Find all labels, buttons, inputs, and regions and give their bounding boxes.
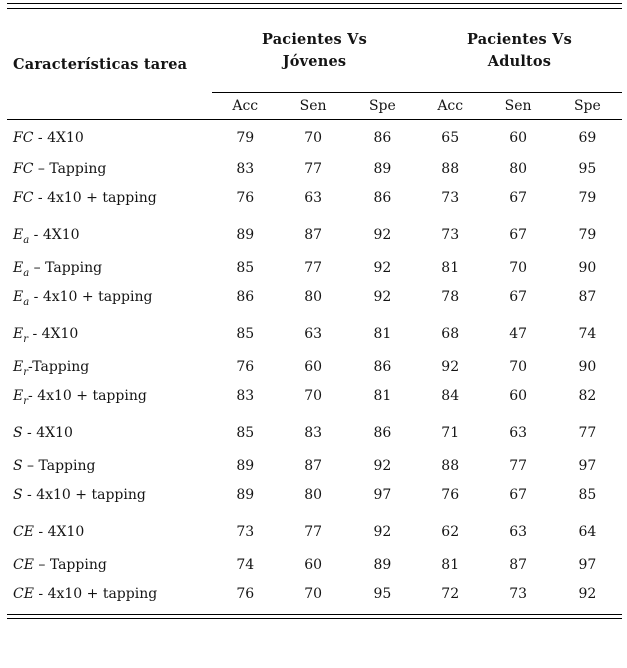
- value-cell: 87: [304, 458, 323, 474]
- value-cell: 92: [578, 585, 597, 602]
- group-header-row: [7, 9, 622, 93]
- value-cell: 97: [578, 557, 597, 573]
- task-label: - 4x10 + tapping: [28, 388, 147, 404]
- value-cell: 67: [509, 190, 528, 206]
- task-label: - 4x10 + tapping: [33, 190, 157, 206]
- value-cell: 70: [509, 260, 528, 276]
- value-cell: 85: [236, 425, 255, 441]
- value-cell: 90: [578, 359, 597, 375]
- value-cell: 77: [304, 260, 323, 276]
- task-label: - 4X10: [28, 326, 79, 342]
- value-cell: 81: [373, 326, 392, 342]
- value-cell: 86: [236, 289, 255, 305]
- value-cell: 69: [578, 129, 597, 146]
- value-cell: 89: [236, 487, 255, 503]
- task-label: - 4x10 + tapping: [22, 487, 146, 503]
- value-cell: 77: [509, 458, 528, 474]
- value-cell: 86: [373, 425, 392, 441]
- value-cell: 70: [304, 585, 323, 602]
- value-cell: 79: [578, 190, 597, 206]
- value-cell: 70: [304, 129, 323, 146]
- feature-symbol: E: [13, 260, 24, 276]
- task-label: – Tapping: [29, 260, 103, 276]
- value-cell: 86: [373, 129, 392, 146]
- value-cell: 60: [509, 388, 528, 404]
- task-label: -Tapping: [28, 359, 90, 375]
- group-header-jovenes-line2: Jóvenes: [282, 52, 347, 70]
- value-cell: 97: [373, 487, 392, 503]
- value-cell: 67: [509, 289, 528, 305]
- value-cell: 83: [304, 425, 323, 441]
- value-cell: 73: [509, 585, 528, 602]
- value-cell: 81: [373, 388, 392, 404]
- value-cell: 92: [373, 458, 392, 474]
- results-table-container: [7, 3, 622, 619]
- feature-symbol: FC: [13, 161, 34, 177]
- value-cell: 62: [441, 524, 460, 540]
- value-cell: 92: [373, 260, 392, 276]
- value-cell: 83: [236, 388, 255, 404]
- row-label: [7, 120, 212, 153]
- column-header-acc: Acc: [417, 93, 483, 120]
- value-cell: 92: [373, 289, 392, 305]
- row-label: [7, 384, 212, 417]
- feature-symbol: CE: [13, 557, 34, 573]
- table-body: [7, 120, 622, 615]
- value-cell: 85: [236, 260, 255, 276]
- table-row: [7, 351, 622, 384]
- row-label: [7, 549, 212, 582]
- feature-symbol: E: [13, 359, 24, 375]
- table-row: [7, 450, 622, 483]
- feature-subscript: r: [23, 333, 29, 345]
- value-cell: 73: [236, 524, 255, 540]
- value-cell: 60: [304, 557, 323, 573]
- value-cell: 76: [441, 487, 460, 503]
- column-header-sen: Sen: [483, 93, 552, 120]
- value-cell: 95: [373, 585, 392, 602]
- value-cell: 80: [304, 289, 323, 305]
- value-cell: 72: [441, 585, 460, 602]
- row-label: [7, 582, 212, 615]
- feature-symbol: E: [13, 326, 24, 342]
- feature-symbol: FC: [13, 190, 34, 206]
- row-label: [7, 417, 212, 450]
- value-cell: 81: [441, 260, 460, 276]
- row-label: [7, 186, 212, 219]
- value-cell: 97: [578, 458, 597, 474]
- table-row: [7, 153, 622, 186]
- value-cell: 76: [236, 190, 255, 206]
- row-label: [7, 516, 212, 549]
- feature-symbol: FC: [13, 129, 34, 146]
- row-label: [7, 318, 212, 351]
- feature-symbol: S: [13, 425, 23, 441]
- value-cell: 70: [509, 359, 528, 375]
- value-cell: 78: [441, 289, 460, 305]
- feature-symbol: CE: [13, 524, 34, 540]
- table-row: [7, 120, 622, 153]
- feature-symbol: E: [13, 388, 24, 404]
- table-row: [7, 186, 622, 219]
- table-row: [7, 219, 622, 252]
- value-cell: 67: [509, 487, 528, 503]
- value-cell: 79: [578, 227, 597, 243]
- column-header-acc: Acc: [212, 93, 278, 120]
- value-cell: 88: [441, 161, 460, 177]
- feature-subscript: a: [23, 234, 30, 246]
- row-label: [7, 450, 212, 483]
- feature-symbol: E: [13, 289, 24, 305]
- value-cell: 85: [578, 487, 597, 503]
- value-cell: 63: [304, 326, 323, 342]
- table-header: [7, 9, 622, 120]
- value-cell: 67: [509, 227, 528, 243]
- table-row: [7, 417, 622, 450]
- table-row: [7, 516, 622, 549]
- value-cell: 92: [373, 227, 392, 243]
- value-cell: 88: [441, 458, 460, 474]
- value-cell: 76: [236, 359, 255, 375]
- value-cell: 84: [441, 388, 460, 404]
- group-header-jovenes: [212, 9, 417, 93]
- table-row: [7, 252, 622, 285]
- value-cell: 90: [578, 260, 597, 276]
- value-cell: 89: [373, 557, 392, 573]
- row-label: [7, 252, 212, 285]
- task-label: - 4X10: [22, 425, 73, 441]
- value-cell: 60: [304, 359, 323, 375]
- group-header-adultos: [417, 9, 622, 93]
- feature-subscript: r: [23, 395, 29, 407]
- group-header-adultos-line2: Adultos: [487, 52, 552, 70]
- feature-symbol: S: [13, 458, 23, 474]
- value-cell: 83: [236, 161, 255, 177]
- value-cell: 86: [373, 190, 392, 206]
- task-label: - 4X10: [33, 129, 84, 146]
- feature-symbol: E: [13, 227, 24, 243]
- column-header-sen: Sen: [278, 93, 347, 120]
- task-label: - 4X10: [29, 227, 80, 243]
- value-cell: 73: [441, 227, 460, 243]
- value-cell: 86: [373, 359, 392, 375]
- value-cell: 74: [578, 326, 597, 342]
- value-cell: 87: [304, 227, 323, 243]
- value-cell: 47: [509, 326, 528, 342]
- value-cell: 82: [578, 388, 597, 404]
- value-cell: 87: [509, 557, 528, 573]
- row-label: [7, 219, 212, 252]
- value-cell: 79: [236, 129, 255, 146]
- results-table: [7, 8, 622, 615]
- value-cell: 77: [304, 161, 323, 177]
- value-cell: 85: [236, 326, 255, 342]
- task-label: – Tapping: [22, 458, 96, 474]
- value-cell: 68: [441, 326, 460, 342]
- table-corner-header: Características tarea: [7, 9, 212, 120]
- value-cell: 89: [236, 458, 255, 474]
- value-cell: 63: [509, 524, 528, 540]
- table-row: [7, 582, 622, 615]
- table-row: [7, 285, 622, 318]
- task-label: - 4X10: [33, 524, 85, 540]
- group-header-jovenes-line1: Pacientes Vs: [262, 30, 367, 48]
- value-cell: 64: [578, 524, 597, 540]
- row-label: [7, 351, 212, 384]
- task-label: - 4x10 + tapping: [33, 585, 158, 602]
- row-label: [7, 285, 212, 318]
- value-cell: 92: [373, 524, 392, 540]
- value-cell: 89: [373, 161, 392, 177]
- value-cell: 95: [578, 161, 597, 177]
- feature-subscript: a: [23, 296, 30, 308]
- value-cell: 60: [509, 129, 528, 146]
- table-row: [7, 384, 622, 417]
- value-cell: 77: [578, 425, 597, 441]
- value-cell: 80: [509, 161, 528, 177]
- table-row: [7, 549, 622, 582]
- value-cell: 74: [236, 557, 255, 573]
- value-cell: 73: [441, 190, 460, 206]
- value-cell: 92: [441, 359, 460, 375]
- value-cell: 63: [509, 425, 528, 441]
- row-label: [7, 153, 212, 186]
- value-cell: 80: [304, 487, 323, 503]
- feature-symbol: CE: [13, 585, 34, 602]
- value-cell: 81: [441, 557, 460, 573]
- value-cell: 87: [578, 289, 597, 305]
- group-header-adultos-line1: Pacientes Vs: [467, 30, 572, 48]
- row-label: [7, 483, 212, 516]
- feature-subscript: r: [23, 366, 29, 378]
- table-row: [7, 318, 622, 351]
- column-header-spe: Spe: [348, 93, 417, 120]
- value-cell: 89: [236, 227, 255, 243]
- value-cell: 71: [441, 425, 460, 441]
- task-label: – Tapping: [33, 557, 107, 573]
- feature-subscript: a: [23, 267, 30, 279]
- task-label: - 4x10 + tapping: [29, 289, 153, 305]
- table-row: [7, 483, 622, 516]
- value-cell: 77: [304, 524, 323, 540]
- value-cell: 70: [304, 388, 323, 404]
- value-cell: 63: [304, 190, 323, 206]
- feature-symbol: S: [13, 487, 23, 503]
- value-cell: 65: [441, 129, 460, 146]
- task-label: – Tapping: [33, 161, 107, 177]
- column-header-spe: Spe: [553, 93, 622, 120]
- value-cell: 76: [236, 585, 255, 602]
